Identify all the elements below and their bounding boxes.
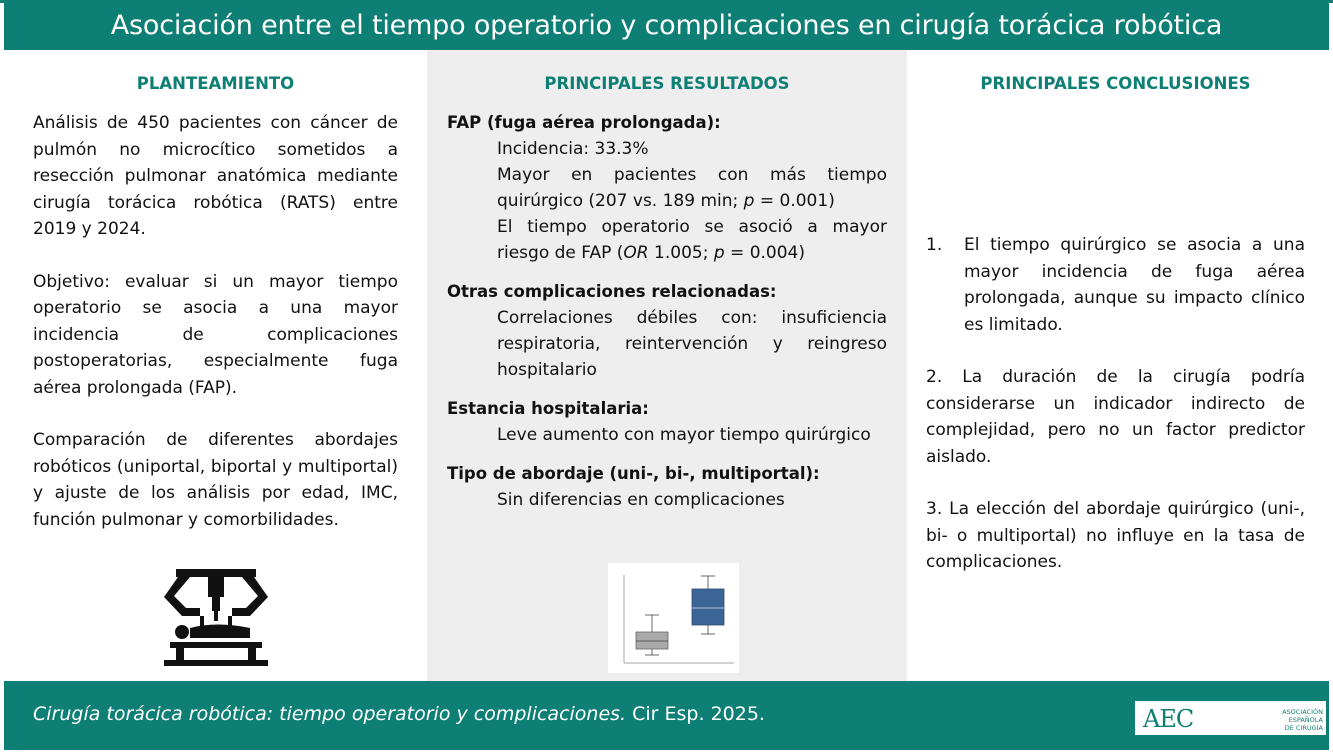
aec-logo-text: ASOCIACIÓN ESPAÑOLA DE CIRUGÍA [1282, 708, 1323, 732]
robotic-surgery-icon [164, 566, 268, 670]
estancia-title: Estancia hospitalaria: [447, 399, 649, 418]
fap-title: FAP (fuga aérea prolongada): [447, 113, 721, 132]
title-banner [4, 0, 1329, 50]
planteamiento-paragraph-2: Objetivo: evaluar si un mayor tiempo operatorio se asocia a una mayor incidencia de complicaciones postoperatorias, especialmente fuga aérea prolongada (FAP). [33, 271, 398, 398]
column-conclusiones [907, 50, 1329, 681]
footer-banner [4, 681, 1329, 750]
boxplot-figure [608, 563, 739, 673]
planteamiento-paragraph-3: Comparación de diferentes abordajes robóticos (uniportal, biportal y multiportal) y ajuste de los análisis por edad, IMC, función pulmonar y comorbilidades. [33, 430, 398, 530]
column-resultados [427, 50, 907, 681]
conclusion-3: 3. La elección del abordaje quirúrgico (uni-, bi- o multiportal) no influye en la tasa de complicaciones. [926, 499, 1305, 572]
conclusion-2: 2. La duración de la cirugía podría considerarse un indicador indirecto de complejidad, pero no un factor predictor aislado. [926, 367, 1305, 467]
resultados-heading: PRINCIPALES RESULTADOS [544, 74, 790, 93]
abordaje-text: Sin diferencias en complicaciones [497, 490, 785, 510]
conclusions-list [926, 232, 1305, 576]
citation: Cirugía torácica robótica: tiempo operatorio y complicaciones. Cir Esp. 2025. [33, 703, 765, 725]
planteamiento-heading: PLANTEAMIENTO [136, 74, 295, 93]
otras-title: Otras complicaciones relacionadas: [447, 282, 777, 301]
column-planteamiento [4, 50, 427, 681]
otras-text: Correlaciones débiles con: insuficiencia respiratoria, reintervención y reingreso hospitalario [497, 308, 887, 380]
box-si [692, 589, 724, 625]
fap-section [447, 110, 887, 266]
otras-section [447, 279, 887, 383]
estancia-section [447, 396, 887, 448]
abordaje-title: Tipo de abordaje (uni-, bi-, multiportal): [447, 464, 820, 483]
conclusion-1 [926, 232, 1305, 338]
conclusion-1-text: El tiempo quirúrgico se asocia a una mayor incidencia de fuga aérea prolongada, aunque su impacto clínico es limitado. [964, 235, 1305, 335]
aec-logo [1135, 701, 1326, 735]
estancia-text: Leve aumento con mayor tiempo quirúrgico [497, 425, 871, 445]
box-no [636, 632, 668, 649]
aec-logo-mark: AEC [1143, 705, 1194, 733]
conclusion-1-number: 1. [926, 235, 943, 255]
fap-mayor: Mayor en pacientes con más tiempo quirúrgico (207 vs. 189 min; p = 0.001) [497, 165, 887, 211]
fap-incidence: Incidencia: 33.3% [497, 139, 649, 159]
page-title: Asociación entre el tiempo operatorio y complicaciones en cirugía torácica robótica [110, 9, 1223, 41]
abordaje-section [447, 461, 887, 513]
conclusiones-heading: PRINCIPALES CONCLUSIONES [980, 74, 1251, 93]
planteamiento-paragraph-1: Análisis de 450 pacientes con cáncer de pulmón no microcítico sometidos a resección pulmonar anatómica mediante cirugía torácica robótica (RATS) entre 2019 y 2024. [33, 113, 398, 239]
fap-tiempo: El tiempo operatorio se asoció a mayor riesgo de FAP (OR 1.005; p = 0.004) [497, 217, 887, 263]
